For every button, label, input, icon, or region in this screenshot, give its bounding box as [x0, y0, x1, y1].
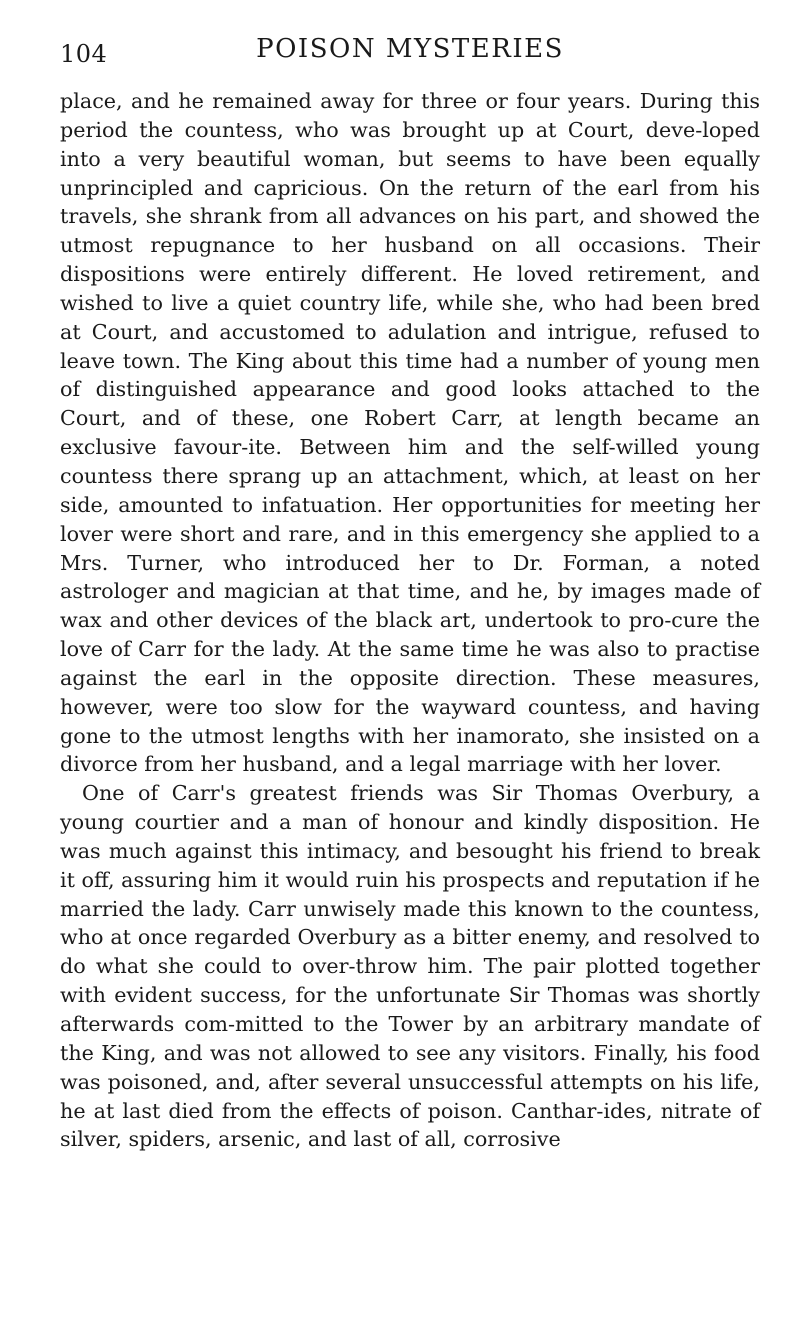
- paragraph-1: place, and he remained away for three or four years. During this period the countess, who was brought up at Court, deve-loped into a very beautiful woman, but seems to have been equally unprincipled and capricious. On the return of the earl from his travels, she shrank from all advances on his part, and showed the utmost repugnance to her husband on all occasions. Their dispositions were entirely different. He loved retirement, and wished to live a quiet country life, while she, who had been bred at Court, and accustomed to adulation and intrigue, refused to leave town. The King about this time had a number of young men of distinguished appearance and good looks attached to the Court, and of these, one Robert Carr, at length became an exclusive favour-ite. Between him and the self-willed young countess there sprang up an attachment, which, at least on her side, amounted to infatuation. Her opportunities for meeting her lover were short and rare, and in this emergency she applied to a Mrs. Turner, who introduced her to Dr. Forman, a noted astrologer and magician at that time, and he, by images made of wax and other devices of the black art, undertook to pro-cure the love of Carr for the lady. At the same time he was also to practise against the earl in the opposite direction. These measures, however, were too slow for the wayward countess, and having gone to the utmost lengths with her inamorato, she insisted on a divorce from her husband, and a legal marriage with her lover.: [60, 89, 760, 777]
- page-number: 104: [60, 40, 108, 68]
- page-header: [60, 28, 760, 78]
- running-head: POISON MYSTERIES: [256, 34, 564, 64]
- paragraph-2: One of Carr's greatest friends was Sir Thomas Overbury, a young courtier and a man of honour and kindly disposition. He was much against this intimacy, and besought his friend to break it off, assuring him it would ruin his prospects and reputation if he married the lady. Carr unwisely made this known to the countess, who at once regarded Overbury as a bitter enemy, and resolved to do what she could to over-throw him. The pair plotted together with evident success, for the unfortunate Sir Thomas was shortly afterwards com-mitted to the Tower by an arbitrary mandate of the King, and was not allowed to see any visitors. Finally, his food was poisoned, and, after several unsuccessful attempts on his life, he at last died from the effects of poison. Canthar-ides, nitrate of silver, spiders, arsenic, and last of all, corrosive: [60, 781, 760, 1152]
- body-text: [60, 87, 760, 1154]
- book-page: [60, 28, 760, 1154]
